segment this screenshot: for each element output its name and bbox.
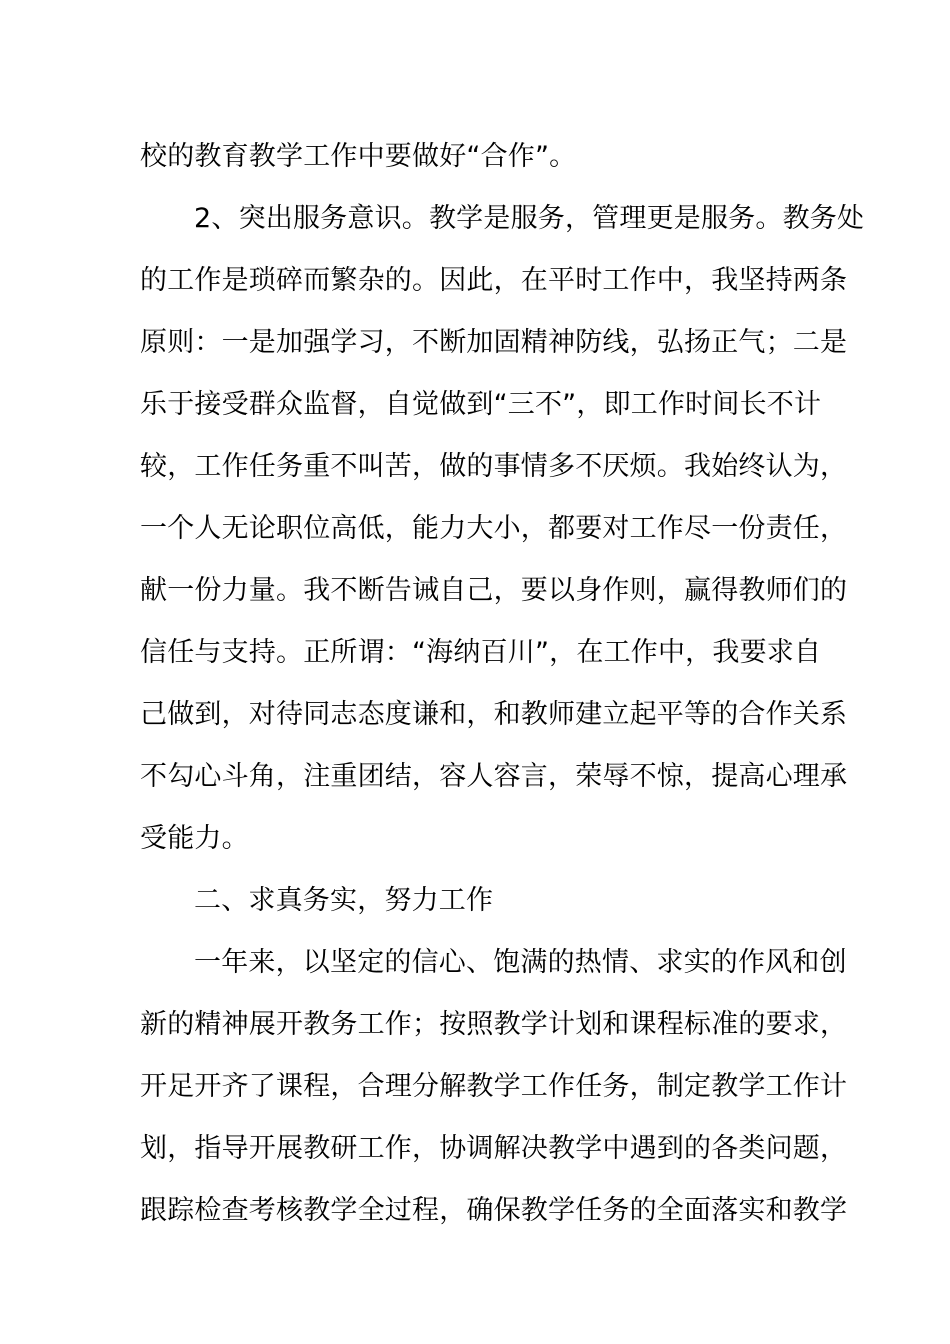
text-line: 较，工作任务重不叫苦，做的事情多不厌烦。我始终认为， [140, 451, 848, 482]
text-line: 划，指导开展教研工作，协调解决教学中遇到的各类问题， [140, 1133, 848, 1164]
paragraph-start-line: 2、突出服务意识。教学是服务，管理更是服务。教务处 [194, 203, 865, 234]
text-line: 献一份力量。我不断告诫自己，要以身作则，赢得教师们的 [140, 575, 848, 606]
text-line: 不勾心斗角，注重团结，容人容言，荣辱不惊，提高心理承 [140, 761, 848, 792]
text-line: 的工作是琐碎而繁杂的。因此，在平时工作中，我坚持两条 [140, 265, 848, 296]
text-line: 一个人无论职位高低，能力大小，都要对工作尽一份责任， [140, 513, 848, 544]
text-line: 跟踪检查考核教学全过程，确保教学任务的全面落实和教学 [140, 1195, 848, 1226]
body-text [140, 126, 865, 1242]
text-line: 校的教育教学工作中要做好“合作”。 [140, 141, 577, 172]
text-line: 新的精神展开教务工作；按照教学计划和课程标准的要求， [140, 1009, 848, 1040]
section-heading: 二、求真务实，努力工作 [194, 885, 494, 916]
paragraph-start-line: 一年来，以坚定的信心、饱满的热情、求实的作风和创 [194, 947, 847, 978]
text-line: 开足开齐了课程，合理分解教学工作任务，制定教学工作计 [140, 1071, 848, 1102]
text-line: 己做到，对待同志态度谦和，和教师建立起平等的合作关系 [140, 699, 848, 730]
text-line: 原则：一是加强学习，不断加固精神防线，弘扬正气；二是 [140, 327, 848, 358]
text-line: 信任与支持。正所谓：“海纳百川”，在工作中，我要求自 [140, 637, 822, 668]
text-line: 受能力。 [140, 823, 249, 854]
text-line: 乐于接受群众监督，自觉做到“三不”，即工作时间长不计 [140, 389, 822, 420]
